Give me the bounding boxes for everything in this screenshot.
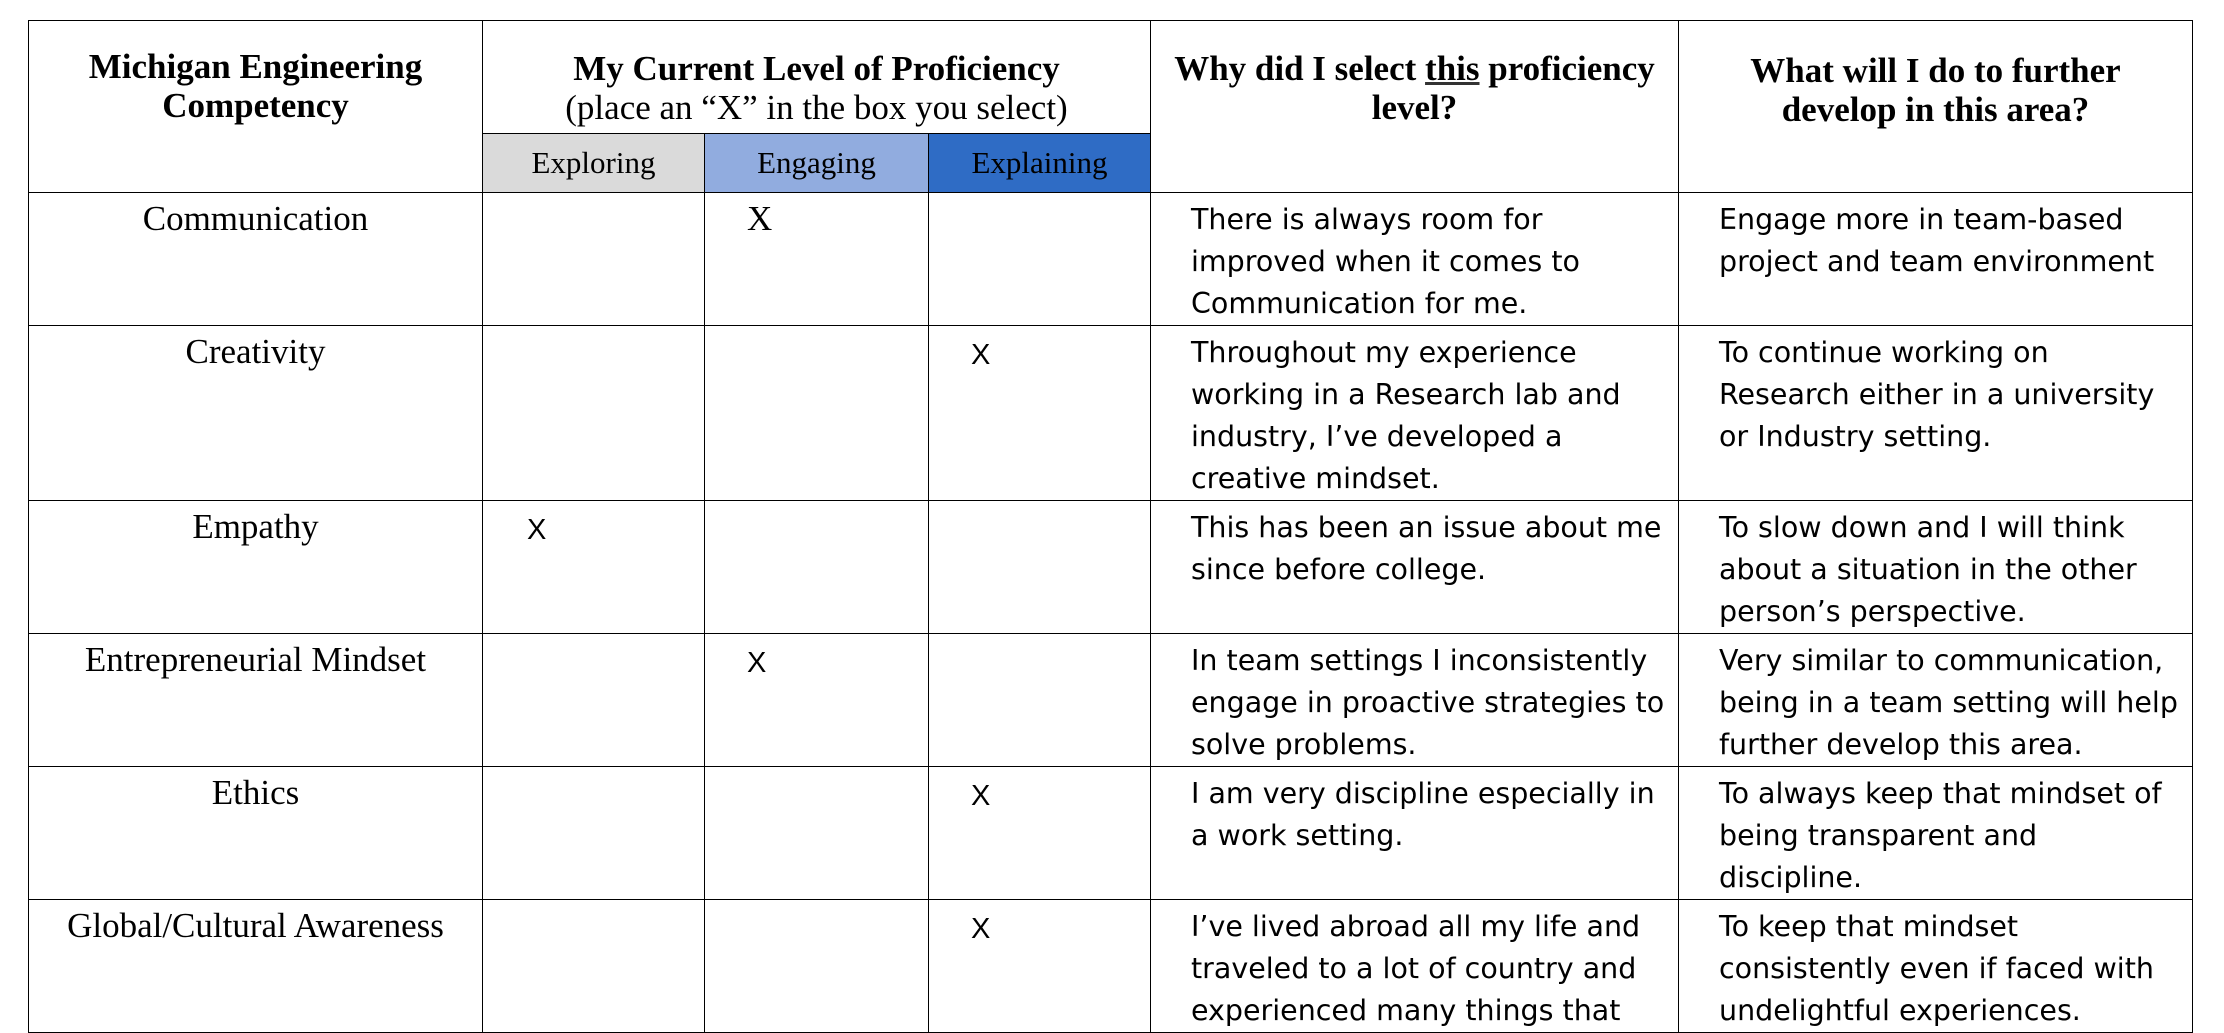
header-competency-label: Michigan Engineering Competency xyxy=(88,47,423,125)
why-cell: In team settings I inconsistently engage in proactive strategies to solve problems. xyxy=(1151,634,1679,767)
proficiency-title: My Current Level of Proficiency xyxy=(573,49,1060,88)
table-row xyxy=(29,900,2193,1033)
engaging-mark[interactable] xyxy=(705,501,929,634)
competency-cell: Communication xyxy=(29,193,483,326)
explaining-mark[interactable]: X xyxy=(929,326,1151,501)
level-engaging: Engaging xyxy=(705,134,929,193)
engaging-mark[interactable] xyxy=(705,900,929,1033)
table-row xyxy=(29,634,2193,767)
explaining-mark[interactable] xyxy=(929,193,1151,326)
develop-cell: Very similar to communication, being in a team setting will help further develop this area. xyxy=(1679,634,2193,767)
develop-cell: To slow down and I will think about a situation in the other person’s perspective. xyxy=(1679,501,2193,634)
competency-table xyxy=(28,20,2193,1033)
develop-cell: To always keep that mindset of being transparent and discipline. xyxy=(1679,767,2193,900)
explaining-mark[interactable] xyxy=(929,501,1151,634)
explaining-mark[interactable]: X xyxy=(929,767,1151,900)
why-underlined: this xyxy=(1425,49,1480,88)
header-develop xyxy=(1679,21,2193,193)
why-cell: Throughout my experience working in a Research lab and industry, I’ve developed a creative mindset. xyxy=(1151,326,1679,501)
exploring-mark[interactable] xyxy=(483,326,705,501)
table-row xyxy=(29,767,2193,900)
why-cell: This has been an issue about me since before college. xyxy=(1151,501,1679,634)
why-prefix: Why did I select xyxy=(1174,49,1426,88)
header-why xyxy=(1151,21,1679,193)
header-proficiency xyxy=(483,21,1151,134)
header-competency xyxy=(29,21,483,193)
competency-cell: Global/Cultural Awareness xyxy=(29,900,483,1033)
competency-cell: Creativity xyxy=(29,326,483,501)
develop-cell: Engage more in team-based project and team environment xyxy=(1679,193,2193,326)
table-row xyxy=(29,193,2193,326)
competency-cell: Empathy xyxy=(29,501,483,634)
engaging-mark[interactable] xyxy=(705,767,929,900)
level-explaining: Explaining xyxy=(929,134,1151,193)
explaining-mark[interactable] xyxy=(929,634,1151,767)
proficiency-instruction: (place an “X” in the box you select) xyxy=(565,88,1068,127)
why-suffix: proficiency level? xyxy=(1371,49,1655,127)
why-cell: I’ve lived abroad all my life and traveled to a lot of country and experienced many things that xyxy=(1151,900,1679,1033)
why-cell: There is always room for improved when it comes to Communication for me. xyxy=(1151,193,1679,326)
explaining-mark[interactable]: X xyxy=(929,900,1151,1033)
header-develop-label: What will I do to further develop in this area? xyxy=(1750,51,2121,129)
engaging-mark[interactable]: X xyxy=(705,634,929,767)
competency-cell: Ethics xyxy=(29,767,483,900)
exploring-mark[interactable] xyxy=(483,634,705,767)
exploring-mark[interactable] xyxy=(483,900,705,1033)
engaging-mark[interactable]: X xyxy=(705,193,929,326)
exploring-mark[interactable] xyxy=(483,193,705,326)
why-cell: I am very discipline especially in a work setting. xyxy=(1151,767,1679,900)
exploring-mark[interactable] xyxy=(483,767,705,900)
develop-cell: To keep that mindset consistently even if faced with undelightful experiences. xyxy=(1679,900,2193,1033)
table-row xyxy=(29,326,2193,501)
level-exploring: Exploring xyxy=(483,134,705,193)
table-row xyxy=(29,501,2193,634)
develop-cell: To continue working on Research either in a university or Industry setting. xyxy=(1679,326,2193,501)
engaging-mark[interactable] xyxy=(705,326,929,501)
exploring-mark[interactable]: X xyxy=(483,501,705,634)
competency-cell: Entrepreneurial Mindset xyxy=(29,634,483,767)
